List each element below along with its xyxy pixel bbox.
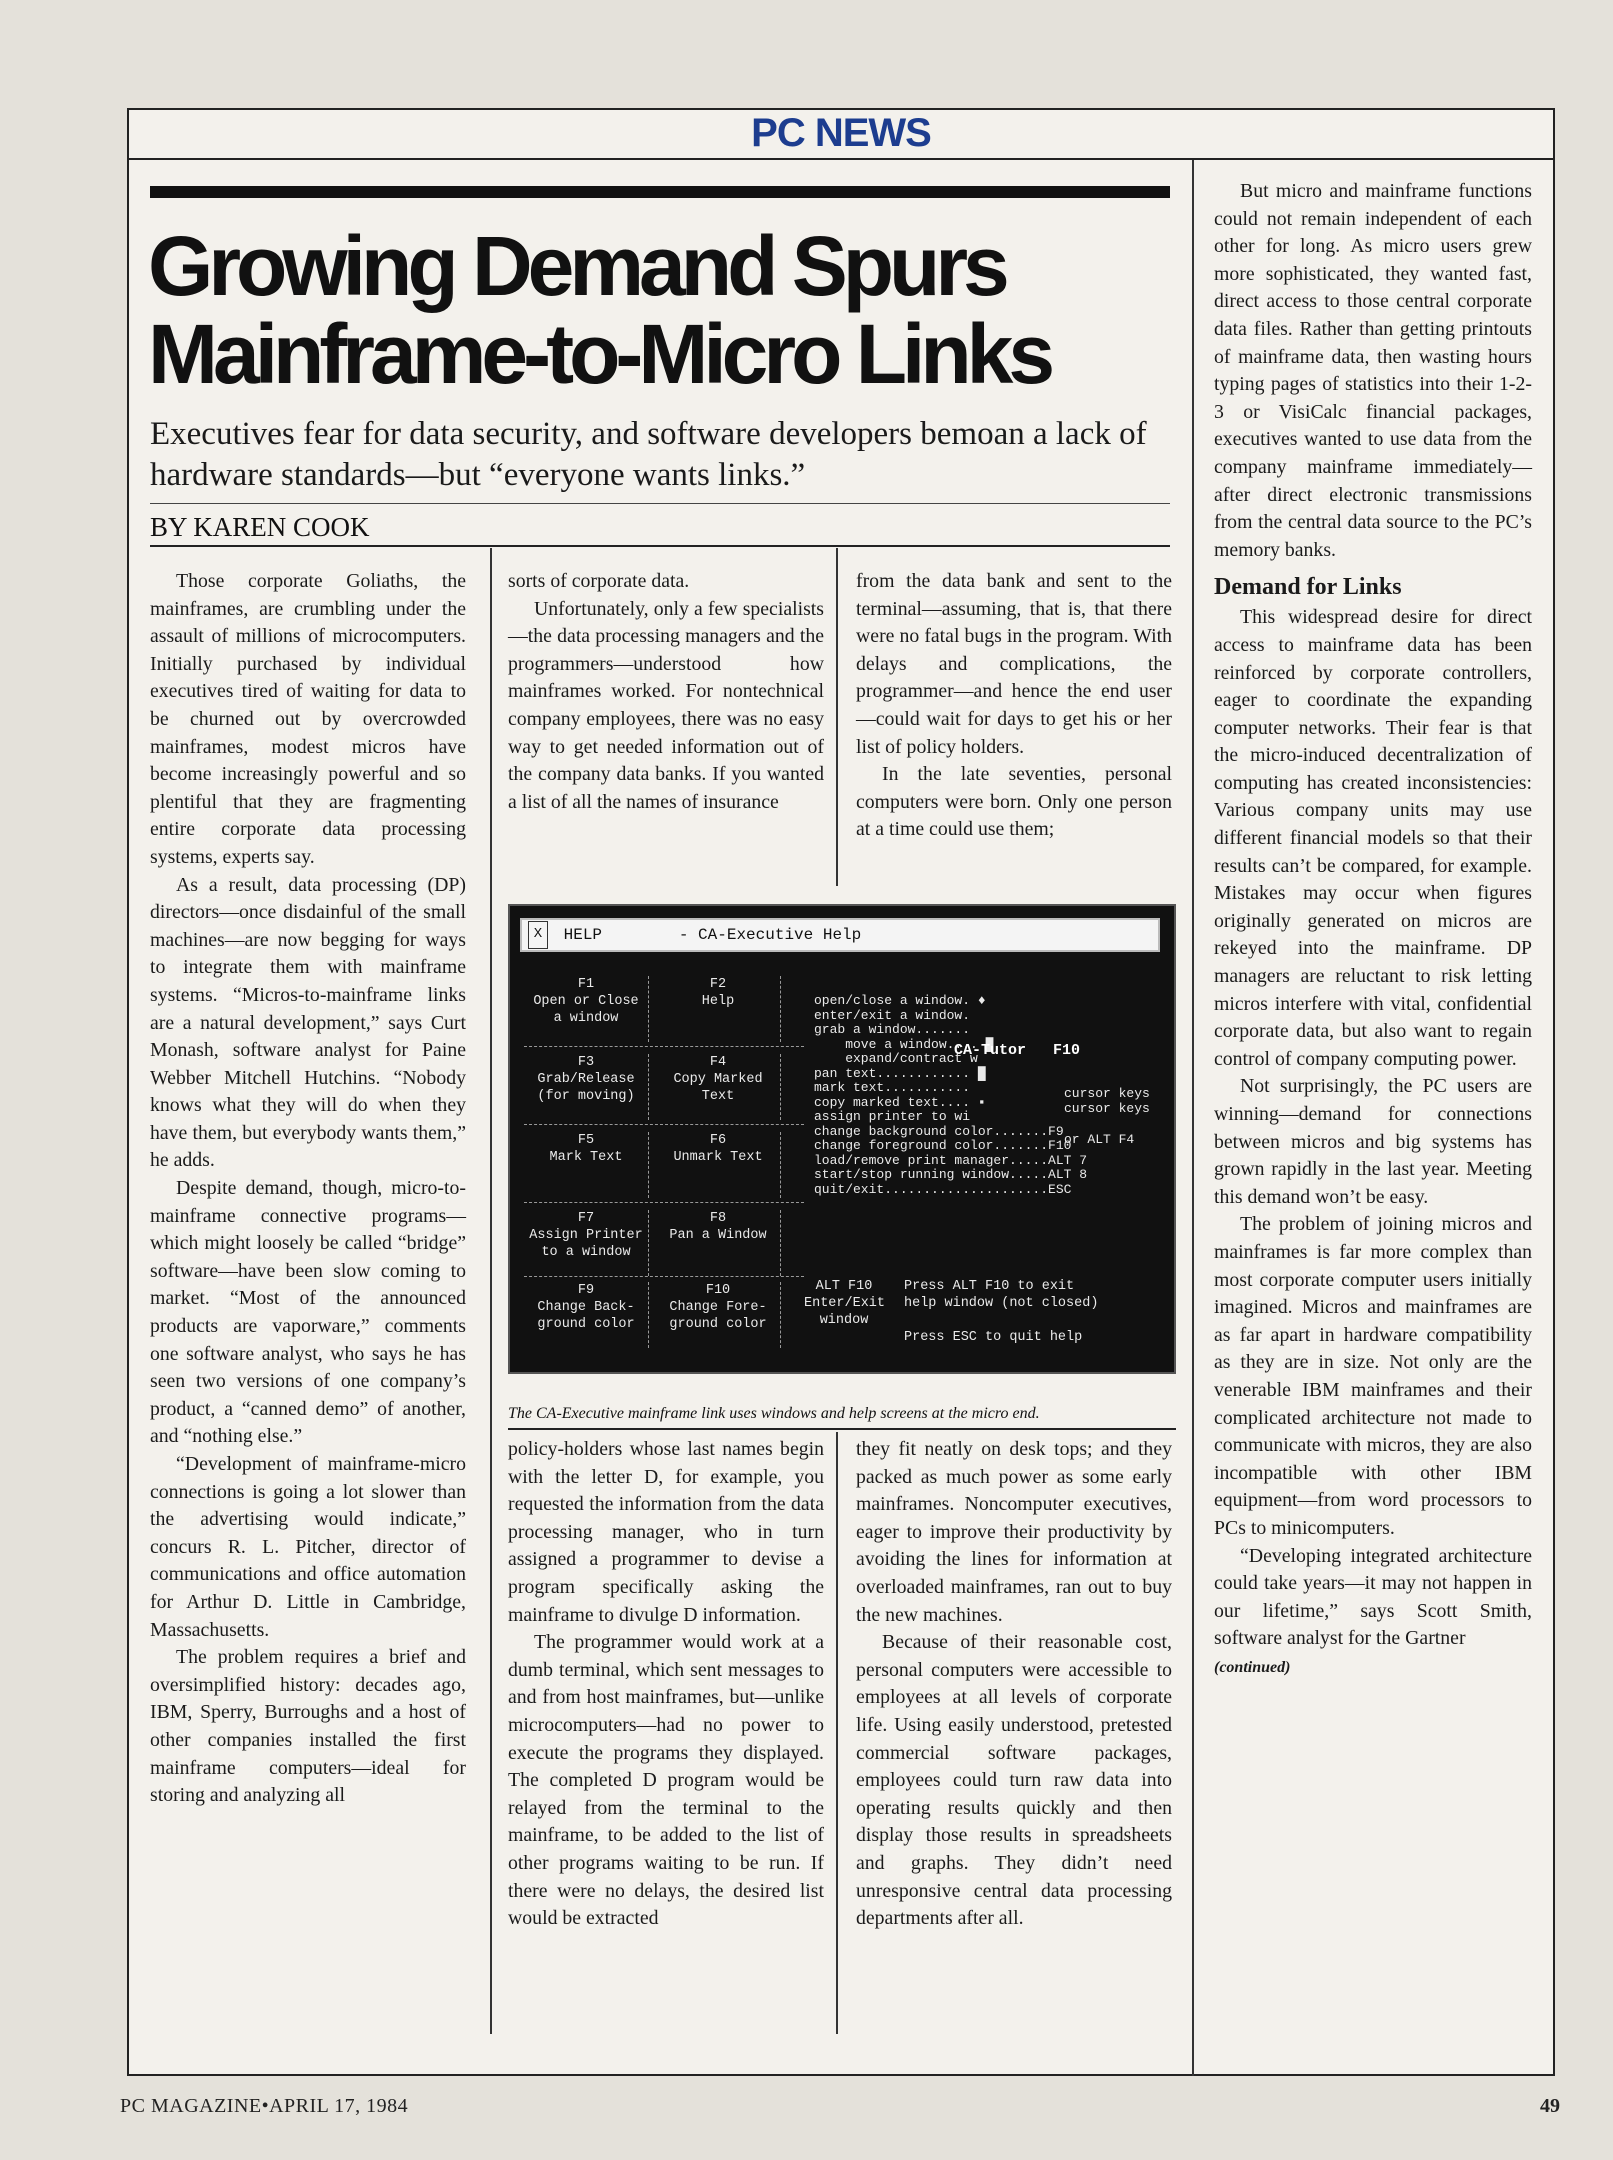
key-name: F5: [577, 1133, 595, 1148]
subheading-demand-for-links: Demand for Links: [1214, 574, 1402, 601]
cursor-keys-note: cursor keys cursor keys: [1064, 1086, 1150, 1116]
key-cell: [656, 976, 781, 1042]
section-rule: [127, 158, 1555, 160]
column-4: [1214, 178, 1532, 1681]
paragraph: The problem requires a brief and oversimplified history: decades ago, IBM, Sperry, Burroughs and a host of other companies installed the first mainframe computers—ideal for storing and analyzing all: [150, 1646, 466, 1807]
key-name: F4: [709, 1055, 727, 1070]
paragraph: they fit neatly on desk tops; and they packed as much power as some early mainframes. Noncomputer executives, eager to improve their productivity by avoiding the lines for information at overloaded mainframes, ran out to buy the new machines.: [856, 1438, 1172, 1626]
key-desc: Assign Printer to a window: [529, 1228, 643, 1260]
key-desc: Grab/Release (for moving): [537, 1072, 635, 1104]
footer-publication: PC MAGAZINE•APRIL 17, 1984: [120, 2095, 409, 2117]
paragraph: The problem of joining micros and mainframes is far more complex than most corporate computer users initially imagined. Micros and mainframes are as far apart in hardware compatibility as they are in size. Not only are the venerable IBM mainframes and their complicated architecture not made to communicate with micros, they are also incompatible with other IBM equipment—from word processors to PCs to minicomputers.: [1214, 1213, 1532, 1539]
paragraph: This widespread desire for direct access to mainframe data has been reinforced by corporate controllers, eager to coordinate the expanding computer networks. Their fear is that the micro-induced decentralization of computing has created inconsistencies: Various company units may use different financial models so that their results can’t be compared, for example. Mistakes may occur when figures originally generated on micros are rekeyed into the mainframe. DP managers are reluctant to risk letting micros interfere with vital, confidential corporate data, but also want to regain control of company computing power.: [1214, 606, 1532, 1070]
paragraph: “Developing integrated architecture could take years—it may not happen in our lifetime,” says Scott Smith, software analyst for the Gartner: [1214, 1544, 1532, 1650]
byline-rule: [150, 503, 1170, 504]
key-desc: Change Back- ground color: [537, 1300, 635, 1332]
key-name: F7: [577, 1211, 595, 1226]
byline: BY KAREN COOK: [150, 512, 1170, 547]
key-desc: Pan a Window: [669, 1228, 767, 1243]
key-cell: [524, 1132, 649, 1198]
paragraph: sorts of corporate data.: [508, 570, 690, 592]
paragraph: Not surprisingly, the PC users are winning—demand for connections between micros and big systems has grown rapidly in the last year. Meeting this demand won’t be easy.: [1214, 1075, 1532, 1208]
column-3-top: [856, 568, 1172, 844]
continued-label: (continued): [1214, 1658, 1291, 1676]
alt-f10-cell: ALT F10 Enter/Exit window: [804, 1279, 886, 1328]
paragraph: Because of their reasonable cost, personal computers were accessible to employees at all levels of corporate life. Using easily understood, pretested commercial software packages, employees could turn raw data into operating results quickly and then display those results in spreadsheets and graphs. They didn’t need unresponsive central data processing departments after all.: [856, 1631, 1172, 1930]
paragraph: As a result, data processing (DP) directors—once disdainful of the small machines—are now begging for ways to integrate them with mainframe systems. “Micros-to-mainframe links are a natural development,” says Curt Monash, software analyst for Paine Webber Mitchell Hutchins. “Nobody knows what they will do when they have them, but everybody wants them,” he adds.: [150, 873, 466, 1172]
key-name: F1: [577, 977, 595, 992]
key-desc: Help: [701, 994, 735, 1009]
paragraph: The programmer would work at a dumb terminal, which sent messages to and from host mainframes, but—unlike microcomputers—had no power to execute the programs they displayed. The completed D program would be relayed from the terminal to the mainframe, to be added to the list of other programs waiting to be run. If there were no delays, the desired list would be extracted: [508, 1631, 824, 1930]
column-rule-2a: [836, 548, 838, 886]
paragraph: Unfortunately, only a few specialists—the data processing managers and the programmers—understood how mainframes worked. For nontechnical company employees, there was no easy way to get needed information out of the company data banks. If you wanted a list of all the names of insurance: [508, 597, 824, 813]
key-desc: Open or Close a window: [533, 994, 639, 1026]
key-cell: [524, 1210, 649, 1276]
headline: [148, 219, 1188, 401]
column-1: [150, 568, 466, 1810]
key-name: F8: [709, 1211, 727, 1226]
column-2-bottom: [508, 1436, 824, 1933]
headline-line-1: Growing Demand Spurs: [148, 219, 1005, 313]
paragraph: In the late seventies, personal computers were born. Only one person at a time could use them;: [856, 763, 1172, 841]
headline-line-2: Mainframe-to-Micro Links: [148, 307, 1051, 401]
row-divider: [524, 1124, 804, 1125]
figure-caption: The CA-Executive mainframe link uses windows and help screens at the micro end.: [508, 1404, 1176, 1430]
help-window-titlebar: [520, 918, 1160, 952]
column-rule-1: [490, 548, 492, 2034]
paragraph: “Development of mainframe-micro connections is going a lot slower than the advertising would indicate,” concurs R. L. Pitcher, director of communications and office automation for Arthur D. Little in Cambridge, Massachusetts.: [150, 1453, 466, 1641]
column-2-top: [508, 568, 824, 816]
key-desc: Copy Marked Text: [673, 1072, 763, 1104]
key-desc: Mark Text: [549, 1150, 623, 1165]
continued-note: [1214, 1653, 1532, 1682]
row-divider: [524, 1276, 804, 1277]
paragraph: Despite demand, though, micro-to-mainframe connective programs—which might loosely be called “bridge” software—have been slow coming to market. “Most of the announced products are vaporware,” comments one software analyst, who says he has seen two versions of one company’s product, a “canned demo” of another, and “nothing else.”: [150, 1177, 466, 1448]
key-cell: [524, 1054, 649, 1120]
function-key-grid: [524, 966, 796, 1352]
ca-tutor-label: CA-Tutor F10: [954, 1042, 1081, 1059]
paragraph: But micro and mainframe functions could not remain independent of each other for long. As micro users grew more sophisticated, they wanted fast, direct access to those central corporate data files. Rather than getting printouts of mainframe data, then wasting hours typing pages of statistics into their 1-2-3 or VisiCalc financial packages, executives wanted to use data from the company mainframe immediately—after direct electronic transmissions from the central data source to the PC’s memory banks.: [1214, 180, 1532, 561]
key-name: F10: [705, 1283, 731, 1298]
key-name: F2: [709, 977, 727, 992]
deck: Executives fear for data security, and software developers bemoan a lack of hardware standards—but “everyone wants links.”: [150, 416, 1147, 493]
column-3-bottom: [856, 1436, 1172, 1933]
row-divider: [524, 1046, 804, 1047]
key-cell: [656, 1282, 781, 1348]
row-divider: [524, 1202, 804, 1203]
page-number: 49: [1540, 2095, 1560, 2117]
column-rule-2b: [836, 1432, 838, 2034]
paragraph: from the data bank and sent to the terminal—assuming, that is, that there were no fatal bugs in the program. With delays and complications, the programmer—and hence the end user—could wait for days to get his or her list of policy holders.: [856, 570, 1172, 758]
key-name: F6: [709, 1133, 727, 1148]
key-cell: [656, 1054, 781, 1120]
key-cell: [524, 976, 649, 1042]
key-desc: Change Fore- ground color: [669, 1300, 767, 1332]
column-rule-main: [1192, 160, 1194, 2076]
headline-rule: [150, 186, 1170, 198]
exit-help-note: Press ALT F10 to exit help window (not closed) Press ESC to quit help: [904, 1279, 1099, 1345]
key-cell: [524, 1282, 649, 1348]
help-screen: [524, 962, 1160, 1362]
paragraph: policy-holders whose last names begin with the letter D, for example, you requested the information from the data processing manager, who in turn assigned a programmer to devise a program specifically asking the mainframe to divulge D information.: [508, 1438, 824, 1626]
key-desc: Unmark Text: [673, 1150, 763, 1165]
help-window-title: HELP - CA-Executive Help: [563, 926, 862, 944]
close-box-icon: X: [528, 921, 548, 949]
key-name: F9: [577, 1283, 595, 1298]
alt-f4-note: or ALT F4: [1064, 1132, 1135, 1147]
key-name: F3: [577, 1055, 595, 1070]
screenshot-figure: [508, 904, 1176, 1374]
key-cell: [656, 1132, 781, 1198]
paragraph: Those corporate Goliaths, the mainframes, are crumbling under the assault of millions of microcomputers. Initially purchased by individual executives tired of waiting for data to be churned out by overcrowded mainframes, modest micros have become increasingly powerful and so plentiful that they are fragmenting entire corporate data processing systems, experts say.: [150, 570, 466, 868]
command-list: open/close a window. ♦ enter/exit a window. grab a window....... move a window.... █ expand/contract w pan text............ █ mark text........... copy marked text.... ▪ assign printer to wi change background color.......F9 change foreground color.......F10 load/remove print manager.....ALT 7 start/stop running window.....ALT 8 quit/exit.....................ESC: [814, 993, 1088, 1197]
section-label: PC NEWS: [751, 111, 931, 155]
key-cell: [656, 1210, 781, 1276]
